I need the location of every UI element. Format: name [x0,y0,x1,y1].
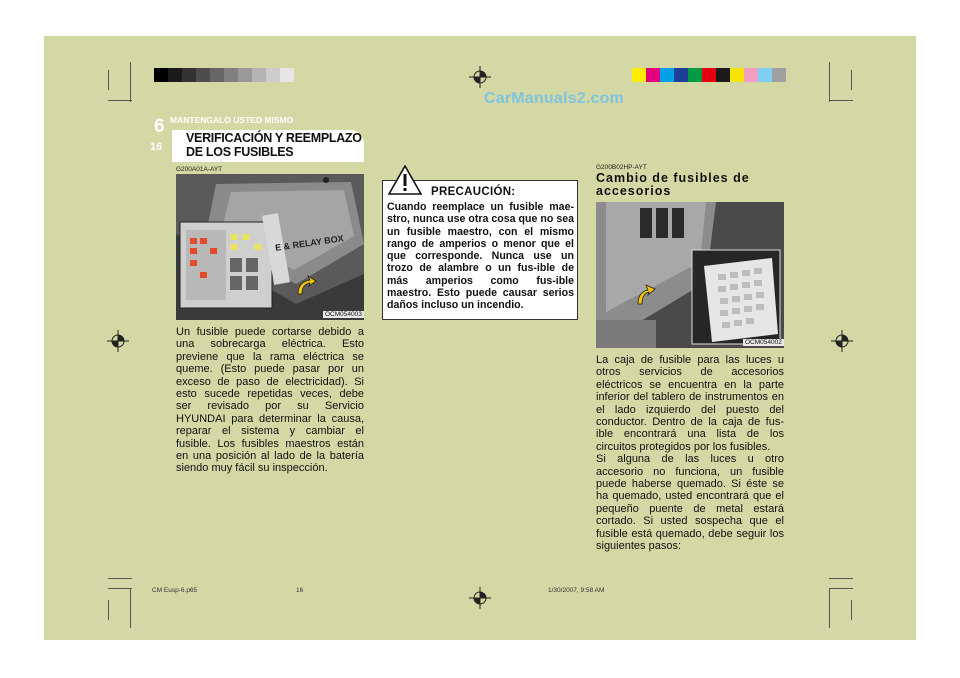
crop-mark [829,100,853,101]
color-swatch [182,68,196,82]
section-code: G200A01A-AYT [176,166,223,173]
photo-caption: OCM054002 [745,339,782,346]
color-swatch [660,68,674,82]
arrow-icon [294,274,318,298]
color-swatch [224,68,238,82]
color-swatch [772,68,786,82]
color-swatch [730,68,744,82]
crop-mark [108,588,132,589]
color-swatch [744,68,758,82]
color-swatch [238,68,252,82]
warning-icon [388,165,422,195]
color-swatch [646,68,660,82]
color-swatch [688,68,702,82]
caution-title: PRECAUCIÓN: [431,186,516,198]
crop-mark [851,600,852,620]
body-paragraph: Si alguna de las luces u otro accesorio no funciona, un fusible puede haberse quemado. Si éste se ha quemado, usted encontrará que el pequeño puente de metal estará cortado. Si usted sospecha que el fusible está quemado, debe seguir los siguientes pasos: [596,453,784,553]
registration-mark-icon [107,330,129,352]
manual-page-background [44,36,916,640]
color-swatch [266,68,280,82]
crop-mark [108,70,109,90]
relay-box-label: E & RELAY BOX [274,233,345,253]
color-calibration-bar [632,68,786,82]
page-number: 16 [150,141,163,153]
chapter-number: 6 [154,116,165,137]
body-text-block [596,354,784,553]
color-swatch [632,68,646,82]
arrow-icon [634,282,658,306]
body-paragraph: La caja de fusible para las luces u otros servicios de accesorios eléctricos se encuentra en la parte inferior del tablero de instrumentos en el lado izquierdo del puesto del conductor. Dentro de la caja de fus-ible encontrará una lista de los circuitos protegidos por los fusibles. [596,354,784,453]
chapter-title: MANTENGALO USTED MISMO [170,115,294,125]
color-swatch [168,68,182,82]
crop-mark [130,62,131,102]
crop-mark [829,588,853,589]
fuse-relay-box-photo [176,174,364,320]
body-paragraph: Un fusible puede cortarse debido a una sobrecarga eléctrica. Esto previene que la rama eléctrica se queme. (Esto puede pasar por un exceso de paso de electricidad). Si esto sucede repetidas veces, debe ser revisado por su Servicio HYUNDAI para determinar la causa, reparar el sistema y cambiar el fusible. Los fusibles maestros están en una posición al lado de la batería siendo muy fácil su inspección. [176,326,364,475]
color-swatch [702,68,716,82]
photo-caption: OCM054003 [325,311,362,318]
footer-page: 16 [296,587,304,594]
subsection-title: Cambio de fusibles de accesorios [596,171,750,198]
crop-mark [108,600,109,620]
footer-filename: CM Eusp-6.p65 [152,587,198,594]
section-title: VERIFICACIÓN Y REEMPLAZO DE LOS FUSIBLES [186,131,362,159]
accessory-fuse-box-photo [596,202,784,348]
registration-mark-icon [469,66,491,88]
registration-mark-icon [831,330,853,352]
color-swatch [716,68,730,82]
watermark: CarManuals2.com [484,90,624,107]
crop-mark [108,100,132,101]
crop-mark [829,62,830,102]
gray-calibration-bar [154,68,294,82]
caution-text: Cuando reemplace un fusible mae-stro, nunca use otra cosa que no sea un fusible maestro, con el mismo rango de amperios o menor que el que corresponde. Nunca use un trozo de alambre o un fus-ible de más amperios como fus-ible maestro. Esto puede causar serios daños incluso un incendio. [387,201,574,312]
color-swatch [196,68,210,82]
color-swatch [758,68,772,82]
section-code: G200B02HP-AYT [596,164,647,171]
crop-mark [130,588,131,628]
color-swatch [280,68,294,82]
footer-timestamp: 1/30/2007, 9:58 AM [548,587,605,594]
color-swatch [210,68,224,82]
registration-mark-icon [469,587,491,609]
color-swatch [154,68,168,82]
color-swatch [252,68,266,82]
crop-mark [108,578,132,579]
crop-mark [829,588,830,628]
crop-mark [829,578,853,579]
crop-mark [851,70,852,90]
color-swatch [674,68,688,82]
